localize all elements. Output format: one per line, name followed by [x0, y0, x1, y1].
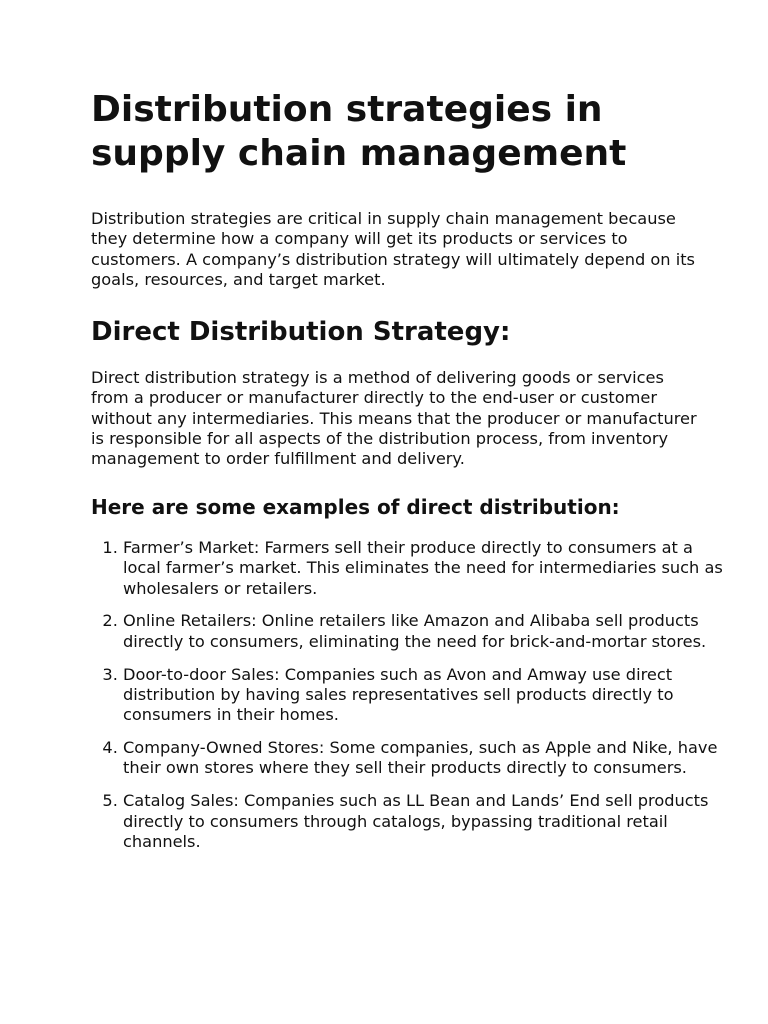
section-heading: Direct Distribution Strategy: [91, 317, 511, 347]
list-item: 5. Catalog Sales: Companies such as LL Bean and Lands’ End sell products directly to consumers through catalogs, bypassing traditional retail channels. [123, 791, 735, 852]
section-paragraph: Direct distribution strategy is a method of delivering goods or services from a producer or manufacturer directly to the end-user or customer without any intermediaries. This means that the producer or manufacturer is responsible for all aspects of the distribution process, from inventory management to order fulfillment and delivery. [91, 368, 697, 469]
examples-list [91, 538, 735, 865]
page-title: Distribution strategies in supply chain management [91, 89, 627, 174]
list-item: 4. Company-Owned Stores: Some companies, such as Apple and Nike, have their own stores where they sell their products directly to consumers. [123, 738, 735, 779]
list-item: 3. Door-to-door Sales: Companies such as Avon and Amway use direct distribution by having sales representatives sell products directly to consumers in their homes. [123, 665, 735, 726]
intro-paragraph: Distribution strategies are critical in supply chain management because they determine how a company will get its products or services to customers. A company’s distribution strategy will ultimately depend on its goals, resources, and target market. [91, 209, 695, 289]
list-item: 1. Farmer’s Market: Farmers sell their produce directly to consumers at a local farmer’s market. This eliminates the need for intermediaries such as wholesalers or retailers. [123, 538, 735, 599]
examples-heading: Here are some examples of direct distribution: [91, 495, 620, 519]
list-item: 2. Online Retailers: Online retailers like Amazon and Alibaba sell products directly to consumers, eliminating the need for brick-and-mortar stores. [123, 611, 735, 652]
